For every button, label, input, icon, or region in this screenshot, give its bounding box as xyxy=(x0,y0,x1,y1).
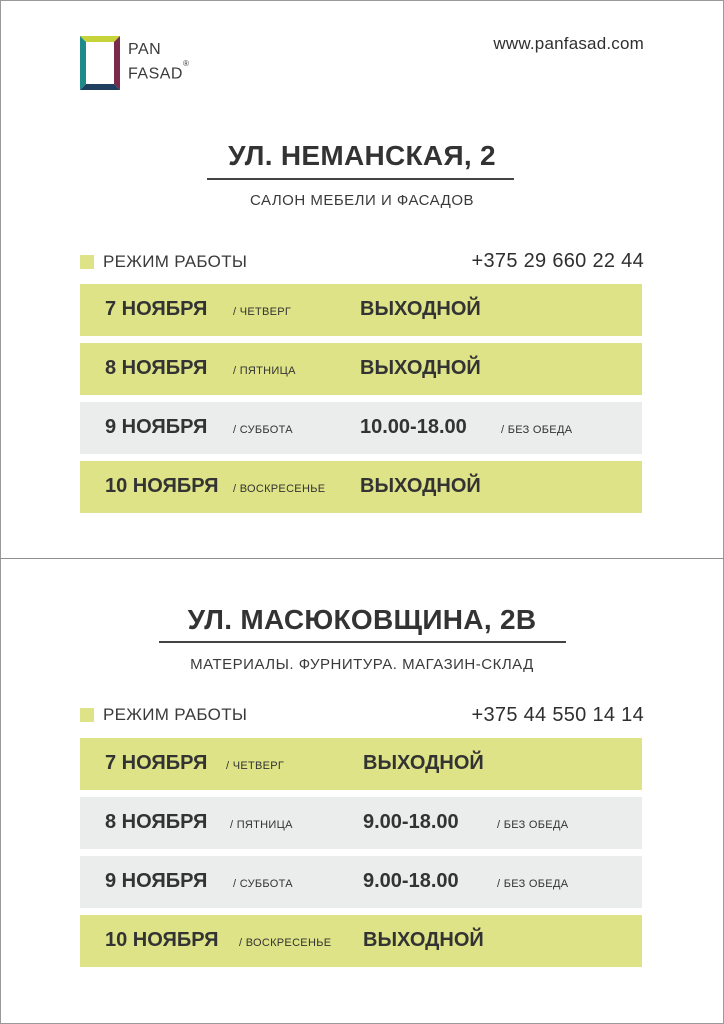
row-status: 9.00-18.00 xyxy=(363,870,459,892)
row-day: / ЧЕТВЕРГ xyxy=(226,760,285,772)
logo-line-pan: PAN xyxy=(128,41,162,58)
row-status: ВЫХОДНОЙ xyxy=(360,357,481,379)
row-day: / СУББОТА xyxy=(233,424,293,436)
row-date: 7 НОЯБРЯ xyxy=(105,752,208,774)
schedule-row xyxy=(80,343,642,395)
registered-mark: ® xyxy=(182,59,190,68)
row-note: / БЕЗ ОБЕДА xyxy=(497,819,569,831)
row-date: 8 НОЯБРЯ xyxy=(105,811,208,833)
row-day: / ВОСКРЕСЕНЬЕ xyxy=(239,937,332,949)
section2-phone[interactable]: +375 44 550 14 14 xyxy=(471,704,644,726)
schedule-row xyxy=(80,915,642,967)
logo-wordmark xyxy=(128,40,189,84)
row-note: / БЕЗ ОБЕДА xyxy=(497,878,569,890)
row-note: / БЕЗ ОБЕДА xyxy=(501,424,573,436)
row-date: 7 НОЯБРЯ xyxy=(105,298,208,320)
section1-subtitle: САЛОН МЕБЕЛИ И ФАСАДОВ xyxy=(249,192,475,209)
row-status: 9.00-18.00 xyxy=(363,811,459,833)
row-date: 9 НОЯБРЯ xyxy=(105,416,208,438)
mode-label: РЕЖИМ РАБОТЫ xyxy=(103,705,248,724)
row-day: / ВОСКРЕСЕНЬЕ xyxy=(233,483,326,495)
row-status: ВЫХОДНОЙ xyxy=(360,298,481,320)
row-day: / ЧЕТВЕРГ xyxy=(233,306,292,318)
row-date: 8 НОЯБРЯ xyxy=(105,357,208,379)
row-day: / ПЯТНИЦА xyxy=(233,365,296,377)
schedule-row xyxy=(80,461,642,513)
row-status: ВЫХОДНОЙ xyxy=(363,929,484,951)
section1-underline xyxy=(207,178,514,180)
logo-frame-icon xyxy=(80,36,120,90)
section1-address: УЛ. НЕМАНСКАЯ, 2 xyxy=(228,140,496,171)
website-url[interactable]: www.panfasad.com xyxy=(493,34,644,53)
mode-square-icon xyxy=(80,708,94,722)
section2-mode xyxy=(80,705,247,725)
row-date: 9 НОЯБРЯ xyxy=(105,870,208,892)
row-status: ВЫХОДНОЙ xyxy=(360,475,481,497)
row-date: 10 НОЯБРЯ xyxy=(105,929,219,951)
row-status: ВЫХОДНОЙ xyxy=(363,752,484,774)
mode-label: РЕЖИМ РАБОТЫ xyxy=(103,252,248,271)
section1-phone[interactable]: +375 29 660 22 44 xyxy=(471,250,644,272)
schedule-row xyxy=(80,738,642,790)
row-day: / СУББОТА xyxy=(233,878,293,890)
schedule-row xyxy=(80,797,642,849)
section2-subtitle: МАТЕРИАЛЫ. ФУРНИТУРА. МАГАЗИН-СКЛАД xyxy=(190,656,534,673)
schedule-row xyxy=(80,856,642,908)
logo-line-fasad: FASAD xyxy=(128,65,183,83)
section2-address: УЛ. МАСЮКОВЩИНА, 2В xyxy=(187,604,537,635)
row-status: 10.00-18.00 xyxy=(360,416,467,438)
section2-underline xyxy=(159,641,566,643)
schedule-row xyxy=(80,402,642,454)
row-day: / ПЯТНИЦА xyxy=(230,819,293,831)
schedule-row xyxy=(80,284,642,336)
panfasad-logo xyxy=(80,36,220,92)
section1-mode xyxy=(80,252,247,272)
row-date: 10 НОЯБРЯ xyxy=(105,475,219,497)
mode-square-icon xyxy=(80,255,94,269)
section-divider xyxy=(0,558,724,559)
